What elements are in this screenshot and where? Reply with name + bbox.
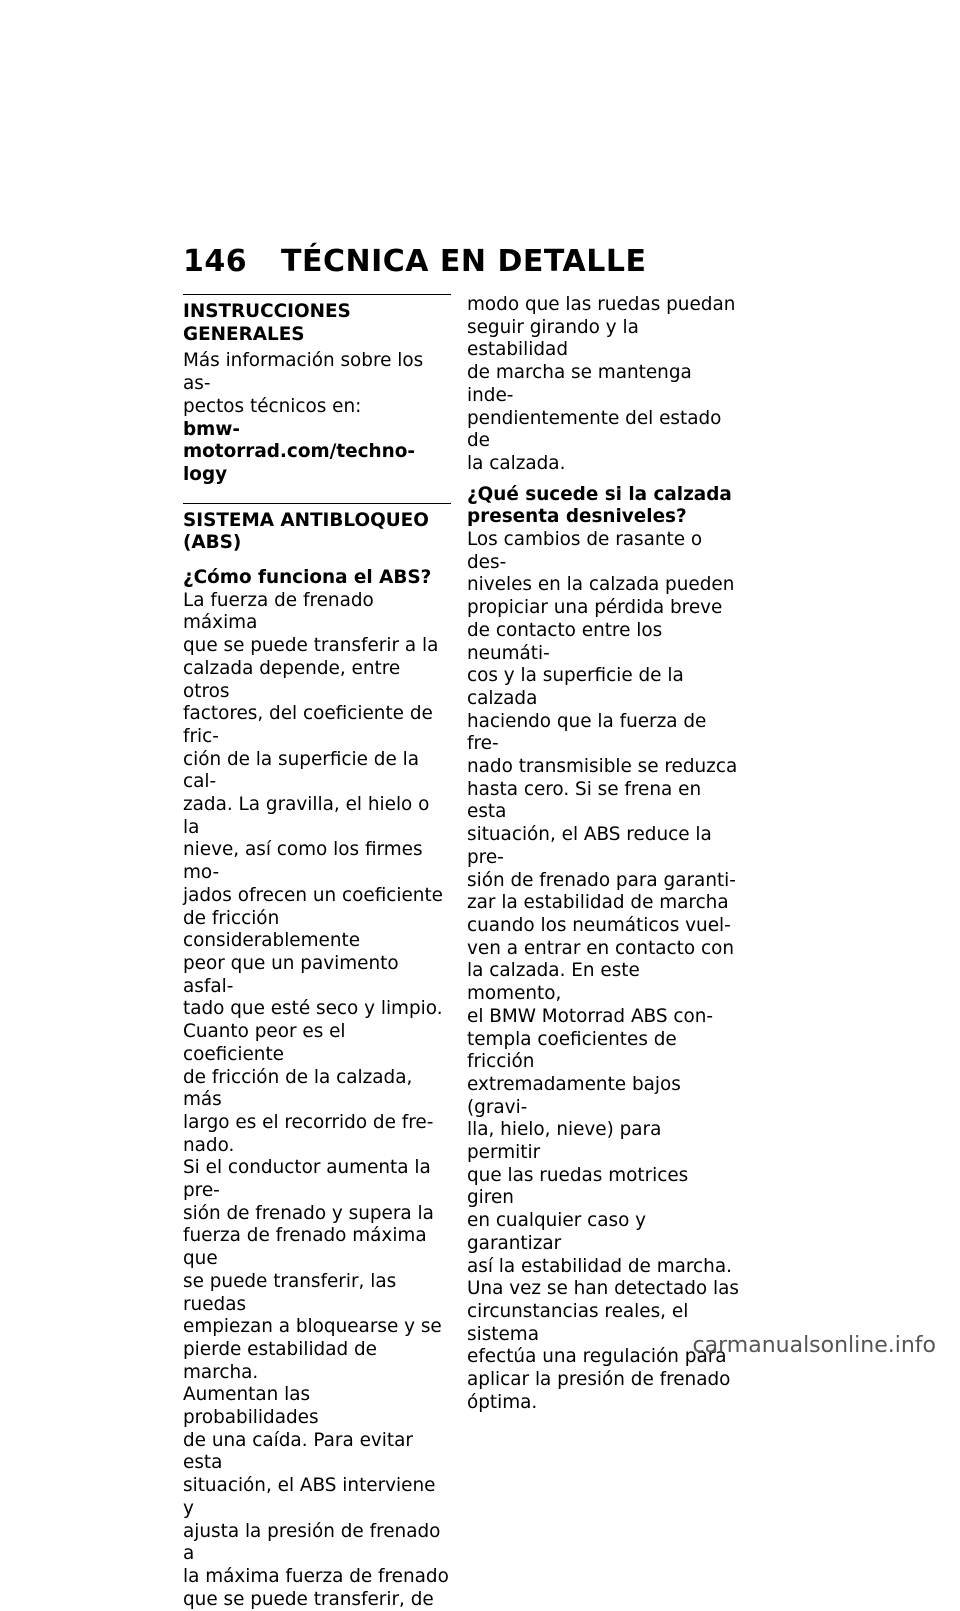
paragraph-uneven: Los cambios de rasante o des- niveles en la calzada pueden propiciar una pérdida breve de contacto entre los neumáti- cos y la superficie de la calzada haciendo que la fuerza de fre- nado transmisible se reduzca hasta cero. Si se frena en esta situación, el ABS reduce la pre- sión de frenado para garanti- zar la estabilidad de marcha cuando los neumáticos vuel- ven a entrar en contacto con la calzada. En este momento, el BMW Motorrad ABS con- templa coeficientes de fricción extremadamente bajos (gravi- lla, hielo, nieve) para permitir que las ruedas motrices giren en cualquier caso y garantizar así la estabilidad de marcha. Una vez se han detectado las circunstancias reales, el sistema efectúa una regulación para aplicar la presión de frenado óptima.: [467, 529, 739, 1413]
question-uneven: ¿Qué sucede si la calzada presenta desniveles?: [467, 483, 732, 528]
section-rule: [183, 294, 451, 295]
section-title-abs: SISTEMA ANTIBLOQUEO (ABS): [183, 509, 429, 554]
section-rule: [183, 503, 451, 504]
watermark: carmanualsonline.info: [692, 1333, 936, 1358]
right-column: [467, 294, 739, 1414]
paragraph-abs-2: Si el conductor aumenta la pre- sión de frenado y supera la fuerza de frenado máxima que se puede transferir, las ruedas empiezan a bloquearse y se pierde estabilidad de marcha. Aumentan las probabilidades de una caída. Para evitar esta situación, el ABS interviene y ajusta la presión de frenado a la máxima fuerza de frenado que se puede transferir, de: [183, 1157, 449, 1610]
general-text: Más información sobre los as- pectos técnicos en:: [183, 350, 424, 417]
left-column: [183, 294, 451, 1611]
page-header: [183, 243, 743, 281]
paragraph-abs-1: La fuerza de frenado máxima que se puede transferir a la calzada depende, entre otros factores, del coeficiente de fric- ción de la superficie de la cal- zada. La gravilla, el hielo o la nieve, así como los firmes mo- jados ofrecen un coeficiente de fricción considerablemente peor que un pavimento asfal- tado que esté seco y limpio. Cuanto peor es el coeficiente de fricción de la calzada, más largo es el recorrido de fre- nado.: [183, 589, 443, 1156]
section-title-general: INSTRUCCIONES GENERALES: [183, 301, 351, 345]
question-abs: ¿Cómo funciona el ABS?: [183, 567, 432, 589]
paragraph-abs-3: modo que las ruedas puedan seguir girando y la estabilidad de marcha se mantenga inde- pendientemente del estado de la calzada.: [467, 294, 736, 474]
techno-link[interactable]: bmw-motorrad.com/techno- logy: [183, 418, 415, 485]
page-number: 146: [183, 244, 248, 279]
page-title: TÉCNICA EN DETALLE: [281, 244, 647, 279]
